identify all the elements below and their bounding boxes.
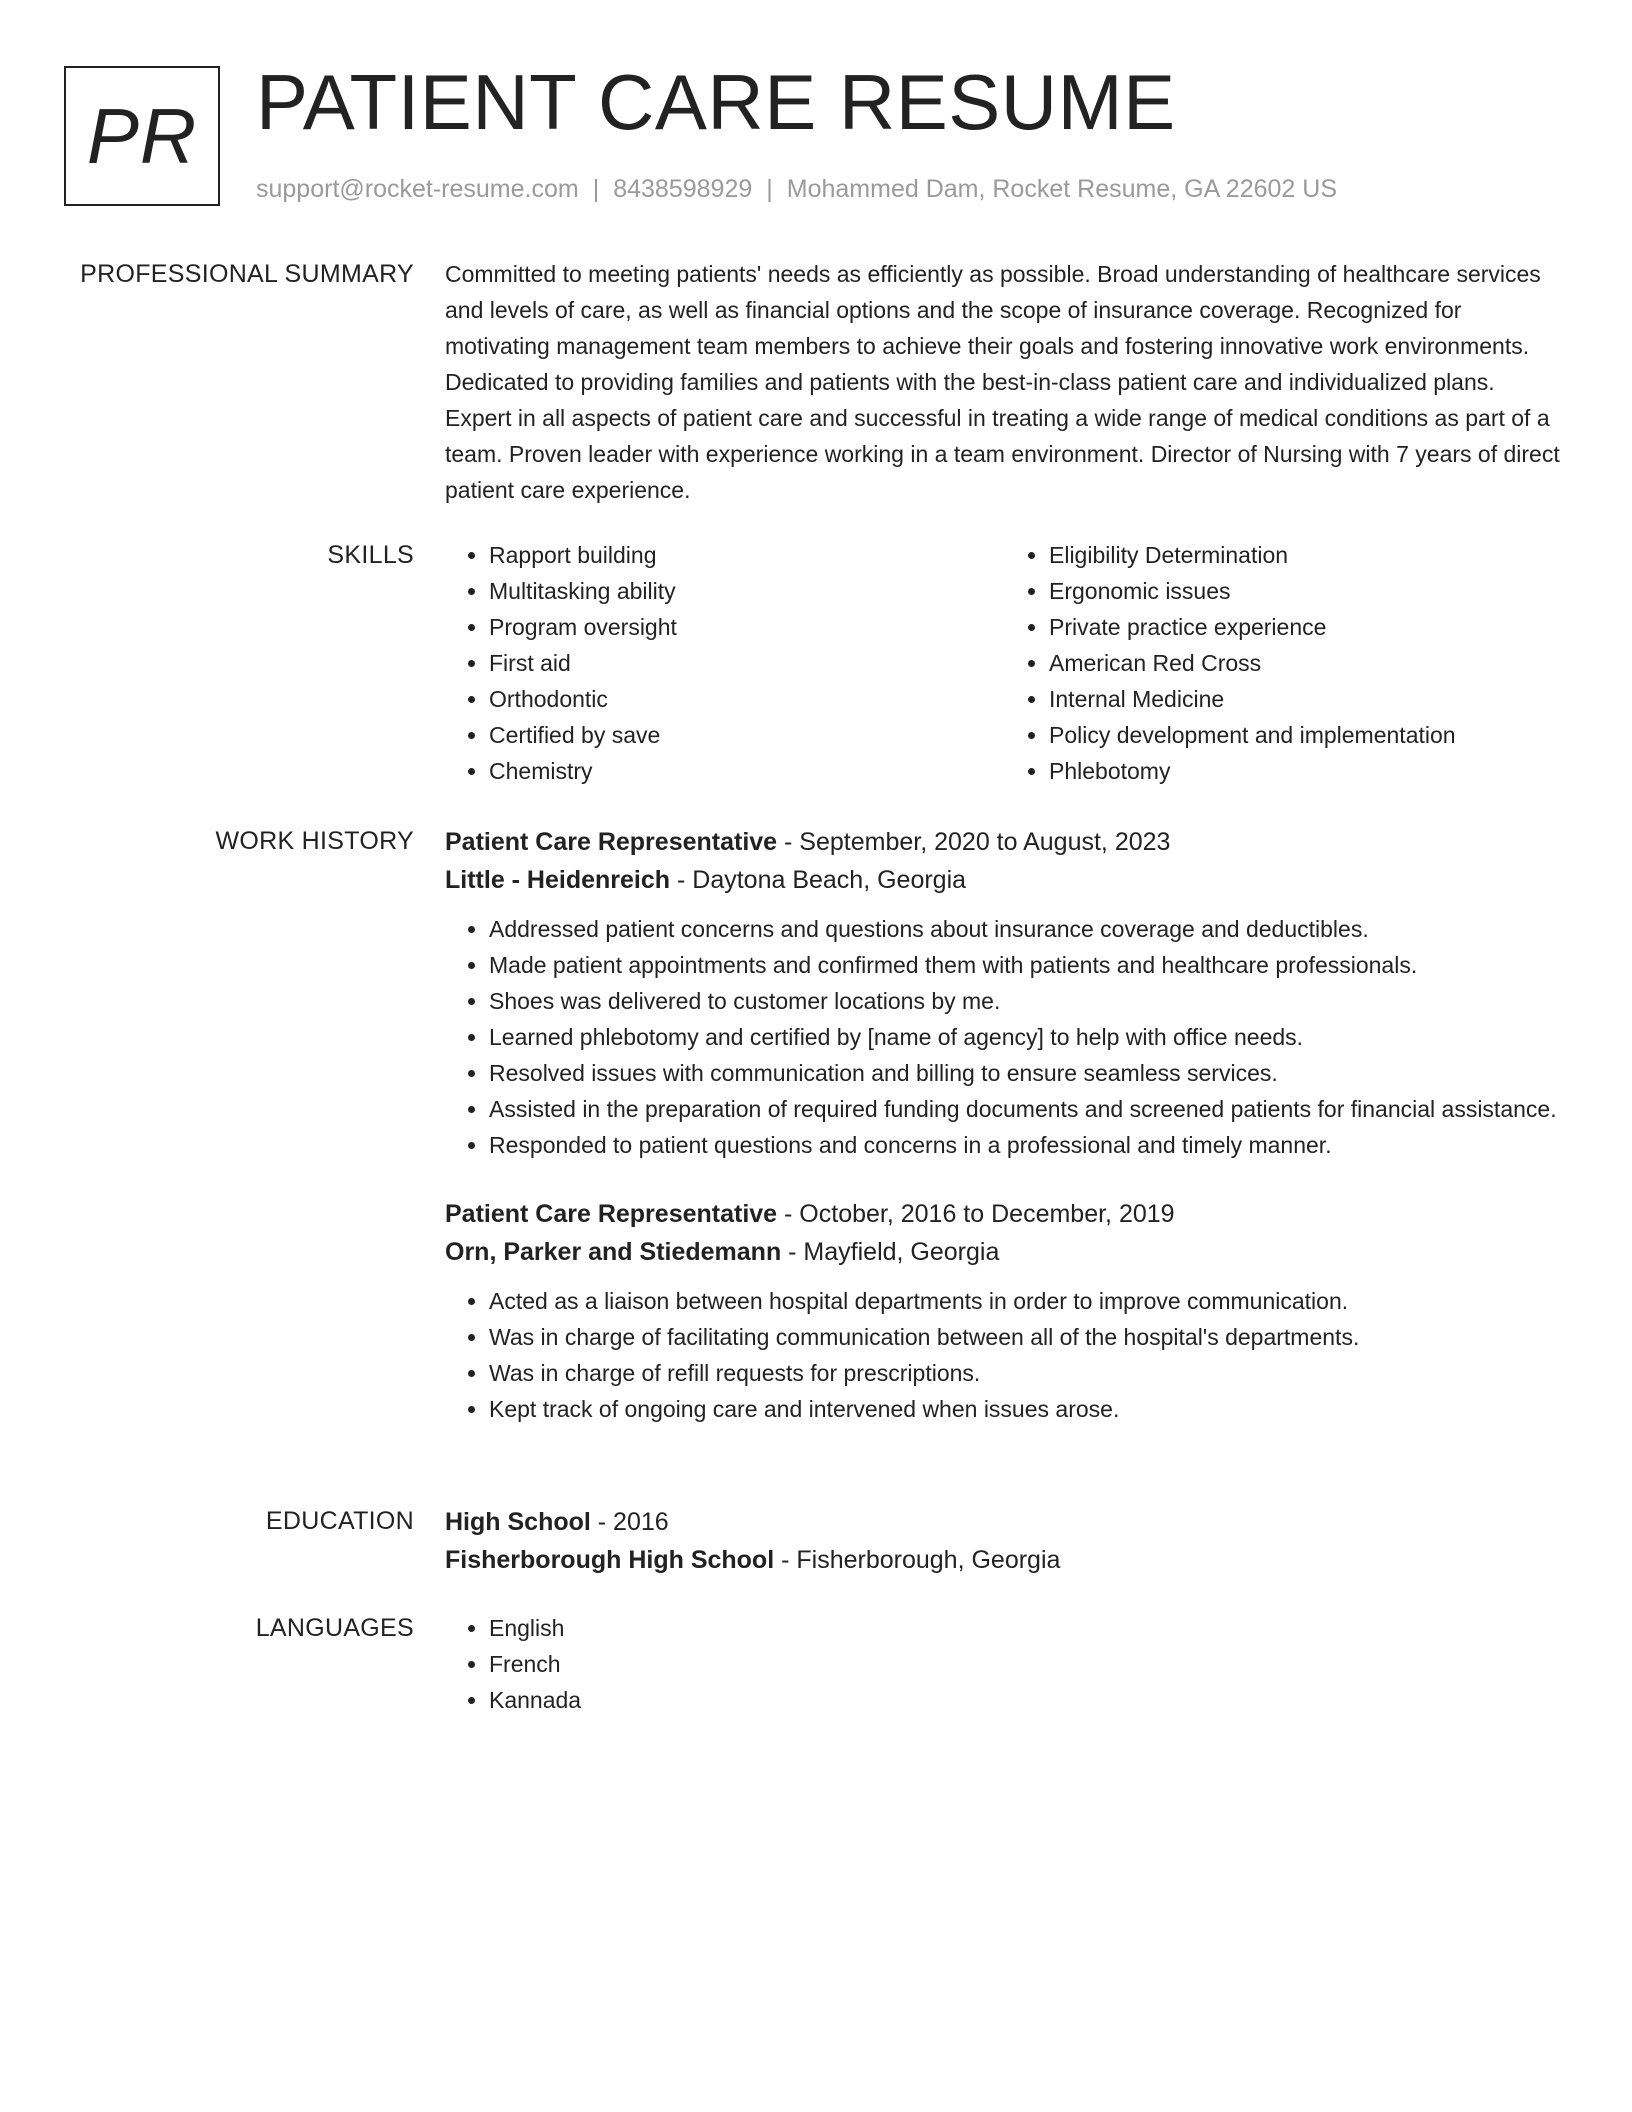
job-location: - Daytona Beach, Georgia bbox=[670, 866, 967, 894]
summary-body bbox=[445, 256, 1565, 508]
monogram-box bbox=[64, 66, 220, 206]
section-education bbox=[64, 1503, 1574, 1583]
section-summary bbox=[64, 256, 1574, 506]
monogram-initials: PR bbox=[86, 92, 198, 180]
contact-email[interactable]: support@rocket-resume.com bbox=[256, 175, 579, 203]
skill-item: • Ergonomic issues bbox=[1049, 573, 1565, 609]
contact-separator: | bbox=[592, 175, 600, 203]
skill-item: • Multitasking ability bbox=[489, 573, 1005, 609]
job-bullet: • Addressed patient concerns and questions about insurance coverage and deductibles. bbox=[489, 911, 1565, 947]
education-location: - Fisherborough, Georgia bbox=[774, 1546, 1061, 1574]
contact-separator: | bbox=[766, 175, 773, 203]
skills-list-right bbox=[1005, 537, 1565, 789]
skills-columns bbox=[445, 537, 1565, 789]
education-body bbox=[445, 1503, 1565, 1579]
job-dates: - October, 2016 to December, 2019 bbox=[777, 1200, 1175, 1228]
skill-item: • Rapport building bbox=[489, 537, 1005, 573]
contact-line bbox=[256, 174, 1337, 204]
skill-item: • Chemistry bbox=[489, 753, 1005, 789]
job-dates: - September, 2020 to August, 2023 bbox=[777, 828, 1171, 856]
education-school: Fisherborough High School bbox=[445, 1546, 775, 1574]
education-school-line bbox=[445, 1541, 1565, 1579]
job-bullet: • Made patient appointments and confirmed them with patients and healthcare professionals. bbox=[489, 947, 1565, 983]
job-location: - Mayfield, Georgia bbox=[781, 1238, 1000, 1266]
education-year: - 2016 bbox=[590, 1508, 669, 1536]
jobs-list bbox=[445, 823, 1565, 1427]
section-label-languages: LANGUAGES bbox=[255, 1614, 414, 1642]
job-bullet: • Shoes was delivered to customer locations by me. bbox=[489, 983, 1565, 1019]
job-bullets bbox=[445, 911, 1565, 1163]
skill-item: • Policy development and implementation bbox=[1049, 717, 1565, 753]
languages-body bbox=[445, 1610, 1565, 1718]
job-bullet: • Responded to patient questions and concerns in a professional and timely manner. bbox=[489, 1127, 1565, 1163]
section-label-summary: PROFESSIONAL SUMMARY bbox=[80, 260, 414, 288]
job-title-line bbox=[445, 823, 1565, 861]
education-degree: High School bbox=[445, 1508, 591, 1536]
language-item: • English bbox=[489, 1610, 1565, 1646]
job-company-line bbox=[445, 861, 1565, 899]
skill-item: • Certified by save bbox=[489, 717, 1005, 753]
section-label-skills: SKILLS bbox=[327, 541, 414, 569]
language-item: • Kannada bbox=[489, 1682, 1565, 1718]
job-title: Patient Care Representative bbox=[445, 1200, 778, 1228]
section-label-education: EDUCATION bbox=[265, 1507, 414, 1535]
skill-item: • Eligibility Determination bbox=[1049, 537, 1565, 573]
job-entry bbox=[445, 1195, 1565, 1427]
job-bullet: • Learned phlebotomy and certified by [name of agency] to help with office needs. bbox=[489, 1019, 1565, 1055]
job-bullet: • Resolved issues with communication and billing to ensure seamless services. bbox=[489, 1055, 1565, 1091]
skill-item: • Orthodontic bbox=[489, 681, 1005, 717]
skills-list-left bbox=[445, 537, 1005, 789]
skill-item: • Internal Medicine bbox=[1049, 681, 1565, 717]
skill-item: • Private practice experience bbox=[1049, 609, 1565, 645]
contact-address: Mohammed Dam, Rocket Resume, GA 22602 US bbox=[786, 175, 1337, 203]
skill-item: • First aid bbox=[489, 645, 1005, 681]
job-company: Orn, Parker and Stiedemann bbox=[445, 1238, 782, 1266]
summary-text: Committed to meeting patients' needs as efficiently as possible. Broad understanding of healthcare services and levels of care, as well as financial options and the scope of insurance coverage. Recognized for motivating management team members to achieve their goals and fostering innovative work environments. Dedicated to providing families and patients with the best-in-class patient care and individualized plans. Expert in all aspects of patient care and successful in treating a wide range of medical conditions as part of a team. Proven leader with experience working in a team environment. Director of Nursing with 7 years of direct patient care experience. bbox=[445, 261, 1560, 503]
resume-title: PATIENT CARE RESUME bbox=[256, 58, 1176, 146]
education-degree-line bbox=[445, 1503, 1565, 1541]
contact-phone[interactable]: 8438598929 bbox=[613, 175, 753, 203]
skill-item: • American Red Cross bbox=[1049, 645, 1565, 681]
job-bullet: • Was in charge of facilitating communication between all of the hospital's departments. bbox=[489, 1319, 1565, 1355]
job-bullet: • Was in charge of refill requests for prescriptions. bbox=[489, 1355, 1565, 1391]
job-company: Little - Heidenreich bbox=[445, 866, 671, 894]
job-bullet: • Acted as a liaison between hospital departments in order to improve communication. bbox=[489, 1283, 1565, 1319]
job-bullets bbox=[445, 1283, 1565, 1427]
job-title: Patient Care Representative bbox=[445, 828, 778, 856]
language-item: • French bbox=[489, 1646, 1565, 1682]
section-label-work: WORK HISTORY bbox=[215, 827, 414, 855]
job-bullet: • Kept track of ongoing care and intervened when issues arose. bbox=[489, 1391, 1565, 1427]
job-entry bbox=[445, 823, 1565, 1163]
skill-item: • Phlebotomy bbox=[1049, 753, 1565, 789]
section-skills bbox=[64, 537, 1574, 797]
job-company-line bbox=[445, 1233, 1565, 1271]
skill-item: • Program oversight bbox=[489, 609, 1005, 645]
job-title-line bbox=[445, 1195, 1565, 1233]
section-languages bbox=[64, 1610, 1574, 1730]
languages-list bbox=[445, 1610, 1565, 1718]
job-bullet: • Assisted in the preparation of required funding documents and screened patients for financial assistance. bbox=[489, 1091, 1565, 1127]
section-work-history bbox=[64, 823, 1574, 1483]
